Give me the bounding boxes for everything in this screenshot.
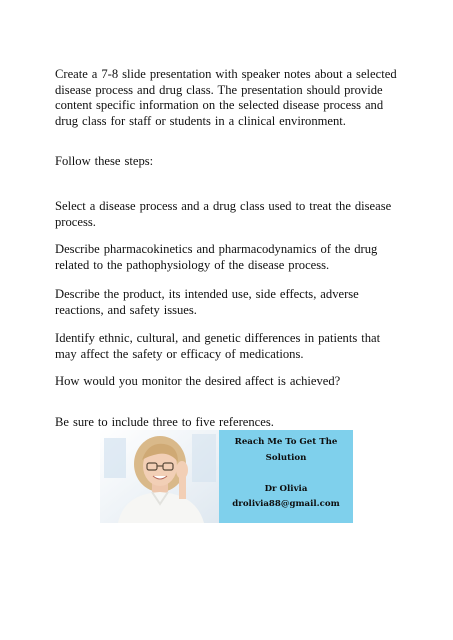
paragraph-steps-heading: Follow these steps: [55,154,154,168]
paragraph-step-monitor: How would you monitor the desired affect is achieved? [55,374,341,388]
contact-advertisement [100,430,353,523]
contact-email[interactable]: drolivia88@gmail.com [232,499,340,509]
paragraph-references: Be sure to include three to five references. [55,415,274,429]
contact-headline-2: Solution [265,453,307,463]
paragraph-intro: Create a 7-8 slide presentation with speaker notes about a selected disease process and drug class. The presentation should provide content specific information on the selected disease process and drug class for staff or students in a clinical environment. [55,67,397,128]
paragraph-step-pharmacokinetics: Describe pharmacokinetics and pharmacodynamics of the drug related to the pathophysiology of the disease process. [55,242,378,272]
paragraph-step-select: Select a disease process and a drug class used to treat the disease process. [55,199,392,229]
contact-box [219,430,353,523]
contact-headline: Reach Me To Get The [234,437,338,447]
woman-photo [100,430,219,523]
paragraph-step-differences: Identify ethnic, cultural, and genetic differences in patients that may affect the safety or efficacy of medications. [55,331,381,361]
paragraph-step-product: Describe the product, its intended use, side effects, adverse reactions, and safety issues. [55,287,359,317]
contact-name: Dr Olivia [264,484,308,494]
woman-photo-illustration [100,430,219,523]
